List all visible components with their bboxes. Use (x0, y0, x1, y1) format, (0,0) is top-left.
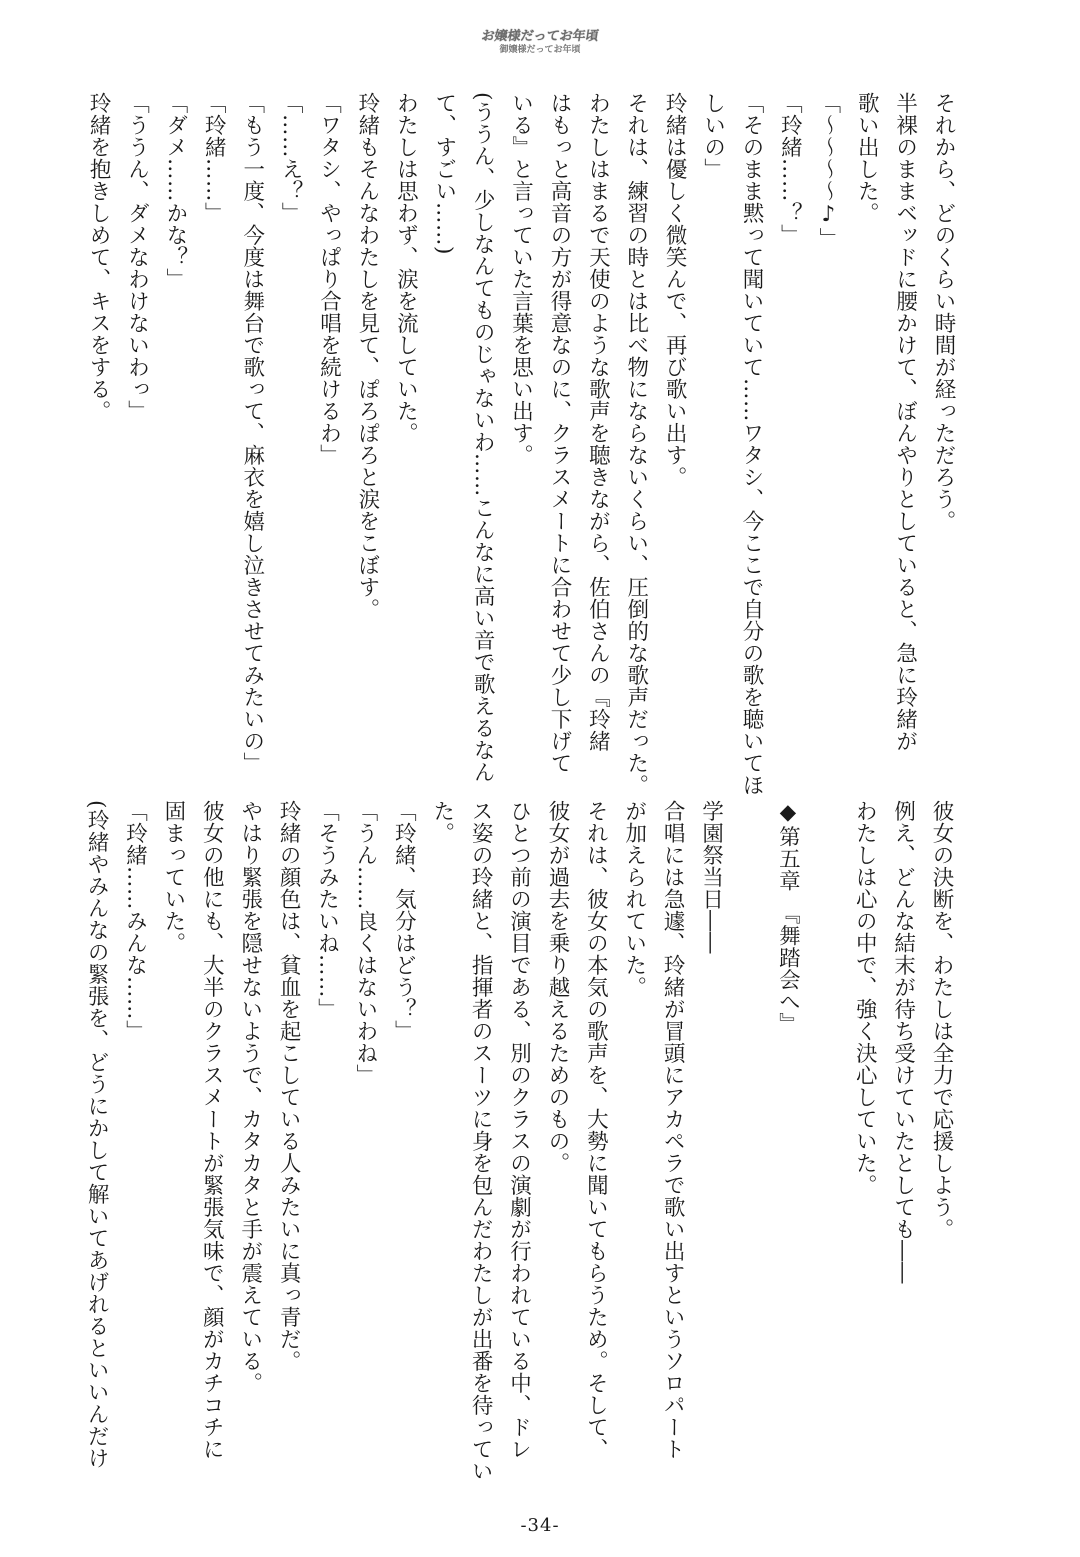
text-line: わたしはまるで天使のような歌声を聴きながら、佐伯さんの『玲緒 (585, 92, 611, 752)
text-line: 「玲緒……？」 (777, 92, 803, 246)
text-line: 例え、どんな結末が待ち受けていたとしても―― (890, 800, 916, 1284)
text-line: 「玲緒、気分はどう？」 (391, 800, 417, 1042)
book-title-logo (478, 30, 602, 78)
text-line: 彼女の他にも、大半のクラスメートが緊張気味で、顔がカチコチに (199, 800, 225, 1460)
text-line: た。 (429, 800, 455, 844)
text-line: それから、どのくらい時間が経っただろう。 (931, 92, 956, 532)
page-number: -34- (520, 1515, 560, 1536)
text-line: が加えられていた。 (621, 800, 647, 998)
text-line: 「～～～～♪」 (815, 92, 841, 250)
text-line: 歌い出した。 (854, 92, 880, 224)
text-line: それは、彼女の本気の歌声を、大勢に聞いてもらうため。そして、 (583, 800, 609, 1460)
text-line: はもっと高音の方が得意なのに、クラスメートに合わせて少し下げて (546, 92, 572, 774)
text-line: わたしは思わず、涙を流していた。 (393, 92, 419, 444)
text-line: 学園祭当日―― (698, 800, 724, 954)
text-line: 玲緒は優しく微笑んで、再び歌い出す。 (662, 92, 688, 488)
logo-title: お嬢様だってお年頃 (480, 29, 600, 44)
text-line: (玲緒やみんなの緊張を、どうにかして解いてあげれるといいんだけ (84, 800, 110, 1469)
logo-subtitle: 御嬢様だってお年頃 (499, 45, 581, 55)
text-line: 「ううん、ダメなわけないわっ」 (124, 92, 150, 422)
text-line (730, 800, 768, 1490)
text-line: 固まっていた。 (160, 800, 186, 954)
text-line: 「もう一度、今度は舞台で歌って、麻衣を嬉し泣きさせてみたいの」 (239, 92, 265, 774)
text-line: 合唱には急遽、玲緒が冒頭にアカペラで歌い出すというソロパート (660, 800, 686, 1460)
text-line: やはり緊張を隠せないようで、カタカタと手が震えている。 (237, 800, 263, 1394)
text-line: 彼女が過去を乗り越えるためのもの。 (544, 800, 570, 1174)
text-line: わたしは心の中で、強く決心していた。 (852, 800, 878, 1196)
text-line: 「玲緒……みんな……」 (122, 800, 148, 1042)
text-line: ひとつ前の演目である、別のクラスの演劇が行われている中、ドレ (506, 800, 532, 1460)
text-line: て、すごい……) (431, 92, 457, 255)
text-line: 「うん……良くはないわね」 (352, 800, 378, 1086)
text-line: 玲緒を抱きしめて、キスをする。 (86, 92, 112, 422)
text-line: 玲緒もそんなわたしを見て、ぽろぽろと涙をこぼす。 (354, 92, 380, 620)
lower-text-block (77, 800, 960, 1490)
text-line: それは、練習の時とは比べ物にならないくらい、圧倒的な歌声だった。 (623, 92, 649, 796)
text-line: 「玲緒……」 (201, 92, 227, 224)
text-line: 「ワタシ、やっぱり合唱を続けるわ」 (316, 92, 342, 466)
text-line: 「……え？」 (278, 92, 304, 224)
text-line: ス姿の玲緒と、指揮者のスーツに身を包んだわたしが出番を待ってい (468, 800, 494, 1482)
text-line: 玲緒の顔色は、貧血を起こしている人みたいに真っ青だ。 (276, 800, 302, 1372)
text-line: いる』と言っていた言葉を思い出す。 (508, 92, 534, 466)
text-line (806, 800, 844, 1490)
text-line: 彼女の決断を、わたしは全力で応援しよう。 (929, 800, 954, 1240)
text-line: ◆第五章 『舞踏会へ』 (775, 800, 801, 1035)
text-line: 「そのまま黙って聞いていて……ワタシ、今ここで自分の歌を聴いてほ (738, 92, 764, 796)
text-line: 半裸のままベッドに腰かけて、ぼんやりとしていると、急に玲緒が (892, 92, 918, 752)
text-line: (ううん、少しなんてものじゃないわ……こんなに高い音で歌えるなん (470, 92, 496, 783)
text-line: 「そうみたいね……」 (314, 800, 340, 1020)
upper-text-block (79, 92, 962, 796)
text-line: しいの」 (700, 92, 726, 180)
text-line: 「ダメ……かな？」 (162, 92, 188, 290)
